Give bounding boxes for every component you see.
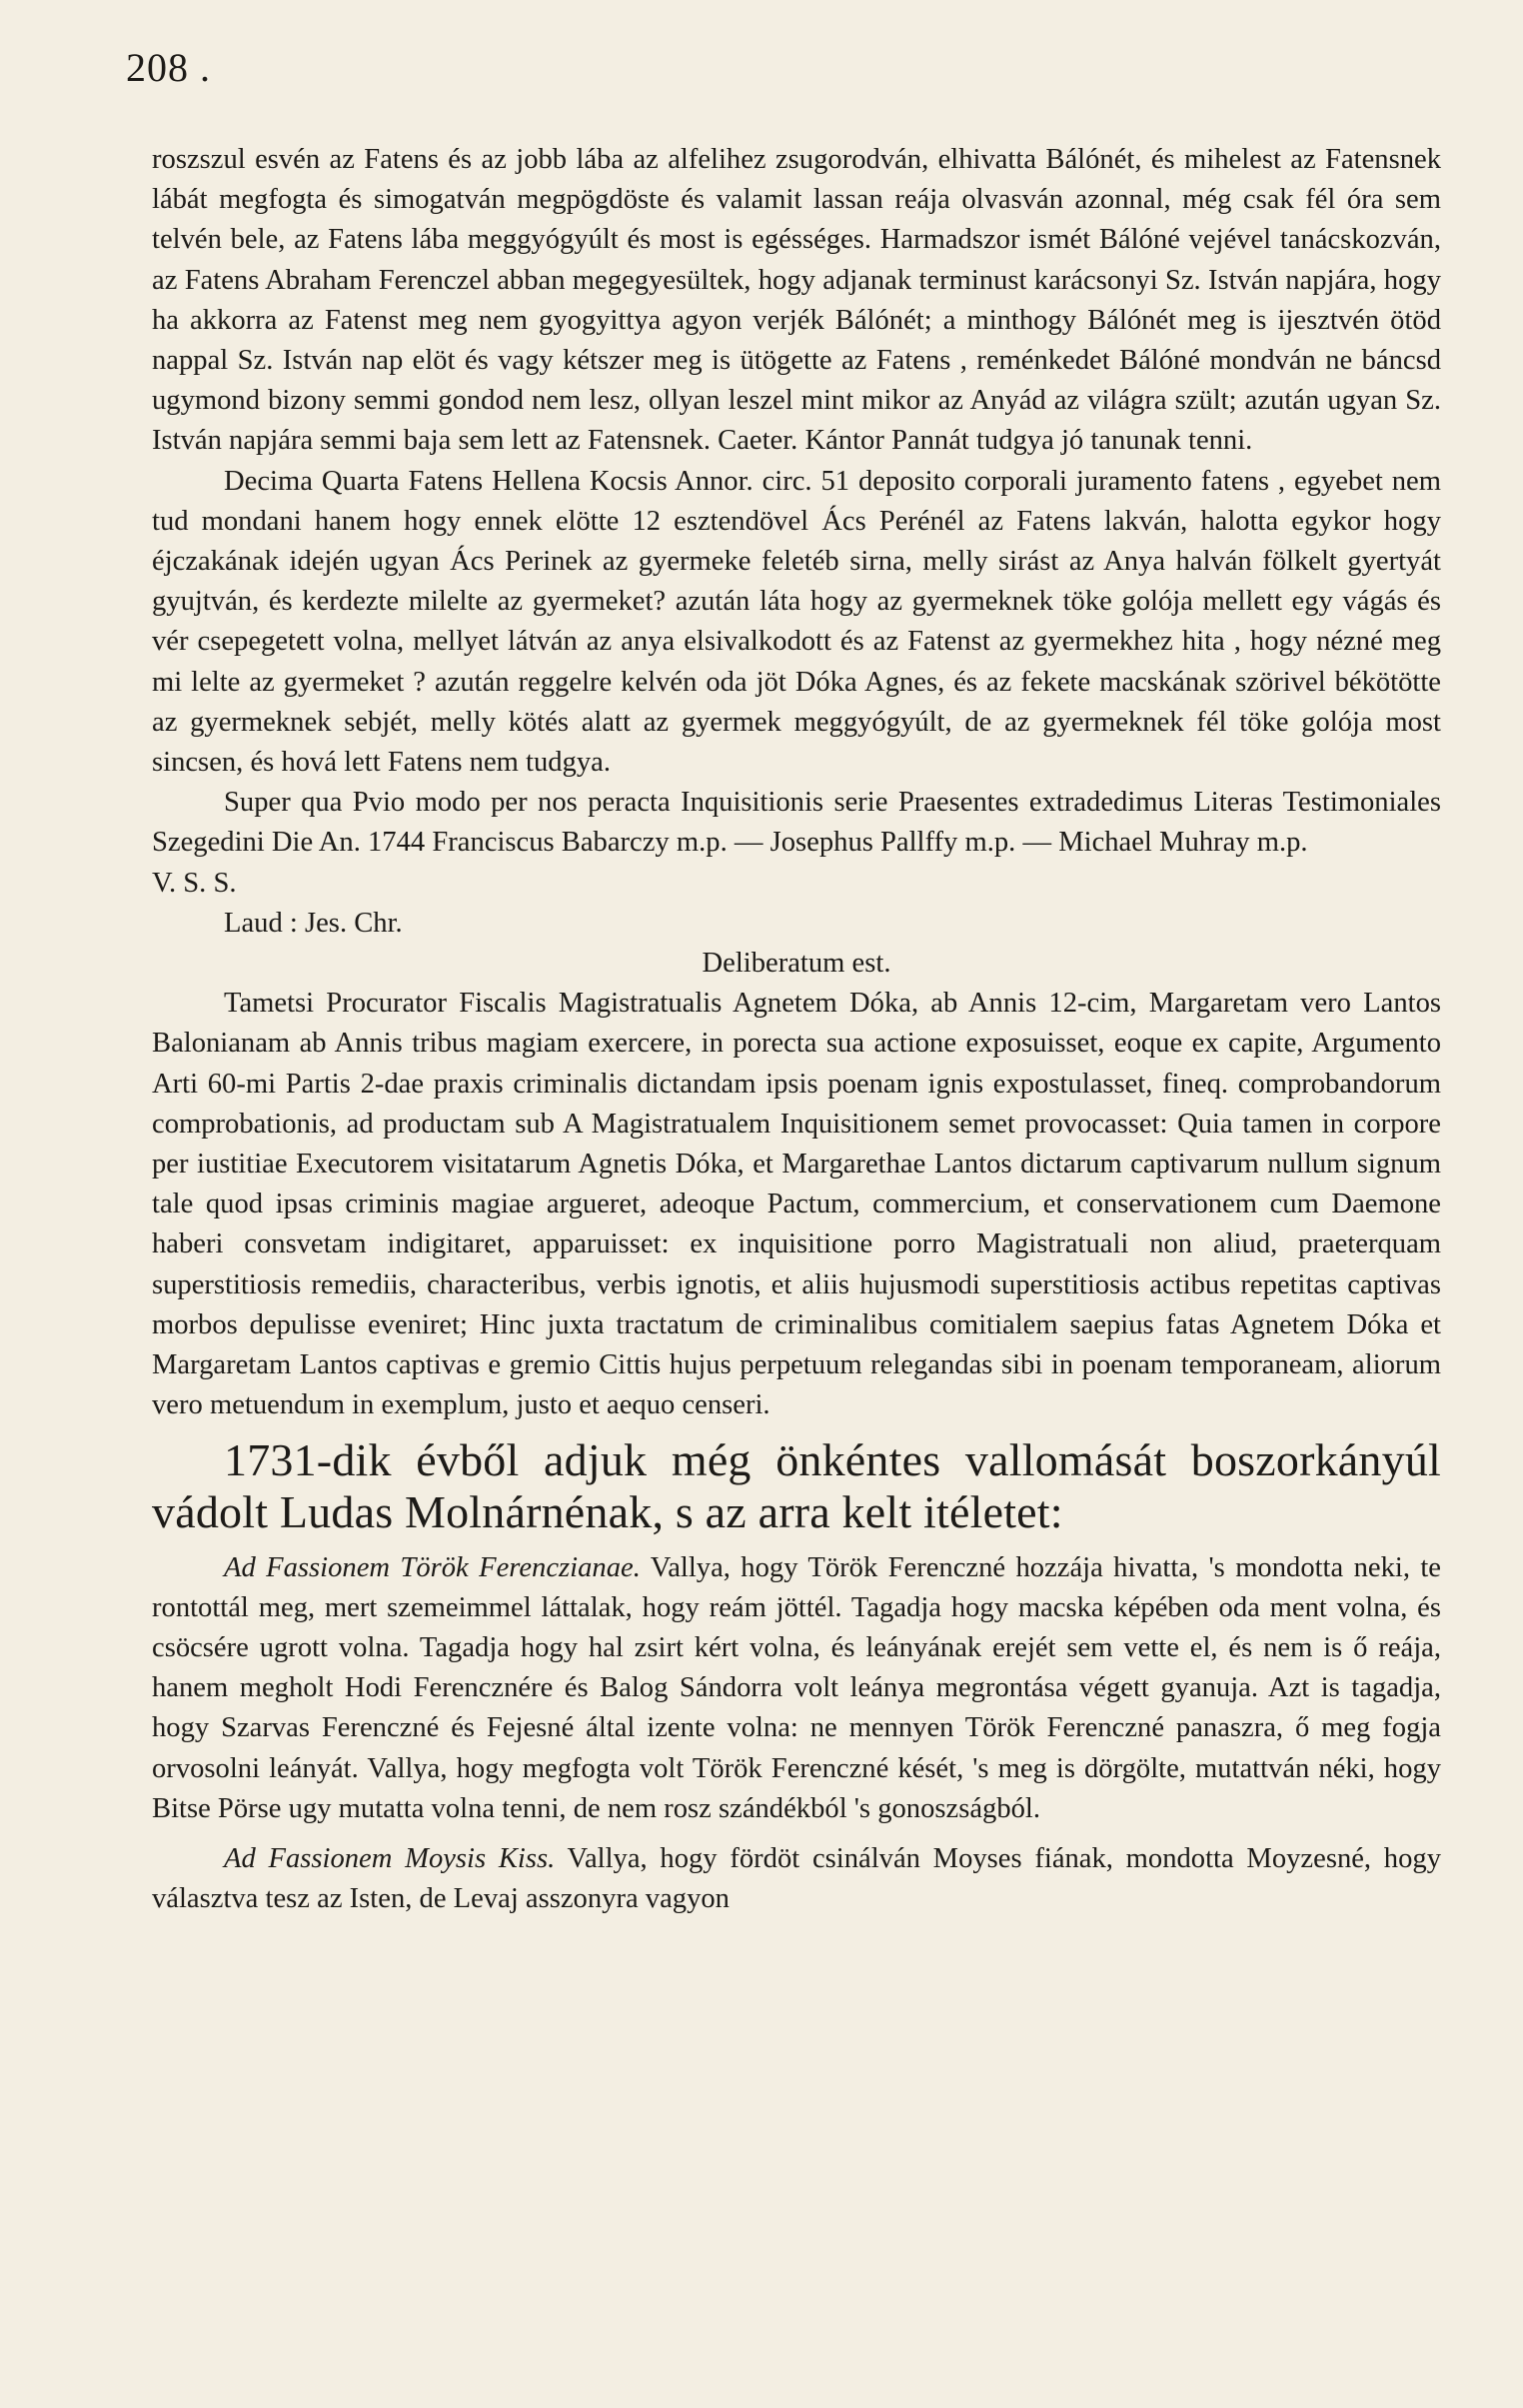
paragraph-continuation: roszszul esvén az Fatens és az jobb lába az alfelihez zsugorodván, elhivatta Bálónét, és mihelest az Fatensnek lábát megfogta és simogatván megpögdöste és valamit lassan reája olvasván azonnal, még csak fél óra sem telvén bele, az Fatens lába meggyógyúlt és most is egésséges. Harmadszor ismét Bálóné vejével tanácskozván, az Fatens Abraham Ferenczel abban megegyesültek, hogy adjanak terminust karácsonyi Sz. István napjára, hogy ha akkorra az Fatenst meg nem gyogyittya agyon verjék Bálónét; a minthogy Bálónét meg is ijesztvén ötöd nappal Sz. István nap elöt és vagy kétszer meg is ütögette az Fatens , reménkedet Bálóné mondván ne báncsd ugymond bizony semmi gondod nem lesz, ollyan leszel mint mikor az Anyád az világra szült; azután ugyan Sz. István napjára semmi baja sem lett az Fatensnek. Caeter. Kántor Pannát tudgya jó tanunak tenni. (152, 144, 1441, 457)
lead-fassion-kiss: Ad Fassionem Moysis Kiss. (224, 1842, 556, 1874)
paragraph-fassion-torok (152, 1548, 1441, 1829)
paragraph-fassion-kiss (152, 1839, 1441, 1919)
signature-vss: V. S. S. (152, 867, 237, 899)
paragraph-testimonial: Super qua Pvio modo per nos peracta Inquisitionis serie Praesentes extradedimus Literas Testimoniales Szegedini Die An. 1744 Franciscus Babarczy m.p. — Josephus Pallffy m.p. — Michael Muhray m.p. (152, 787, 1441, 859)
text-fassion-kiss: Vallya, hogy fördöt csinálván Moyses fiának, mondotta Moyzesné, hogy választva tesz az Isten, de Levaj asszonyra vagyon (152, 1842, 1441, 1915)
section-heading: 1731-dik évből adjuk még önkéntes vallomását boszorkányúl vádolt Ludas Molnárnénak, s az arra kelt itéletet: (152, 1433, 1441, 1537)
lead-fassion-torok: Ad Fassionem Török Ferenczianae. (224, 1551, 641, 1583)
signature-laud: Laud : Jes. Chr. (224, 907, 403, 939)
paragraph-verdict: Tametsi Procurator Fiscalis Magistratualis Agnetem Dóka, ab Annis 12-cim, Margaretam vero Lantos Balonianam ab Annis tribus magiam exercere, in porecta sua actione exposuisset, eoque ex capite, Argumento Arti 60-mi Partis 2-dae praxis criminalis dictandam ipsis poenam ignis expostulasset, fineq. comprobandorum comprobationis, ad productam sub A Magistratualem Inquisitionem semet provocasset: Quia tamen in corpore per iustitiae Executorem visitatarum Agnetis Dóka, et Margarethae Lantos dictarum captivarum nullum signum tale quod ipsas criminis magiae argueret, adeoque Pactum, commercium, et conservationem cum Daemone haberi consvetam indigitaret, apparuisset: ex inquisitione porro Magistratuali non aliud, praeterquam superstitiosis remediis, characteribus, verbis ignotis, et aliis hujusmodi superstitiosis actibus repetitas captivas morbos depulisse eveniret; Hinc juxta tractatum de criminalibus comitialem saepius fatas Agnetem Dóka et Margaretam Lantos captivas e gremio Cittis hujus perpetuum relegandas sibi in poenam temporaneam, aliorum vero metuendum in exemplum, justo et aequo censeri. (152, 988, 1441, 1421)
text-fassion-torok: Vallya, hogy Török Ferenczné hozzája hivatta, 's mondotta neki, te rontottál meg, mert szemeimmel láttalak, hogy reám jöttél. Tagadja hogy macska képében oda ment volna, és csöcsére ugrott volna. Tagadja hogy hal zsirt kért volna, és leányának erejét sem vette el, és nem is ő reája, hanem megholt Hodi Ferencznére és Balog Sándorra volt leánya megrontása végett gyanuja. Azt is tagadja, hogy Szarvas Ferenczné és Fejesné által izente volna: ne mennyen Török Ferenczné panaszra, ő meg fogja orvosolni leányát. Vallya, hogy megfogta volt Török Ferenczné kését, 's meg is dörgölte, mutattván néki, hogy Bitse Pörse ugy mutatta volna tenni, de nem rosz szándékból 's gonoszságból. (152, 1551, 1441, 1824)
deliberatum-heading: Deliberatum est. (702, 948, 891, 980)
page-number: 208 . (126, 45, 211, 90)
text-column (152, 140, 1441, 1919)
paragraph-witness-14: Decima Quarta Fatens Hellena Kocsis Annor. circ. 51 deposito corporali juramento fatens , egyebet nem tud mondani hanem hogy ennek elötte 12 esztendövel Ács Perénél az Fatens lakván, halotta egykor hogy éjczakának idején ugyan Ács Perinek az gyermeke feletéb sirna, melly sirást az Anya halván fölkelt gyertyát gyujtván, és kerdezte milelte az gyermeket? azután láta hogy az gyermeknek töke golója mellett egy vágás és vér csepegetett volna, mellyet látván az anya elsivalkodott és az Fatenst az gyermekhez hita , hogy nézné meg mi lelte az gyermeket ? azután reggelre kelvén oda jöt Dóka Agnes, és az fekete macskának szörivel békötötte az gyermeknek sebjét, melly kötés alatt az gyermek meggyógyúlt, de az gyermeknek fél töke golója most sincsen, és hová lett Fatens nem tudgya. (152, 465, 1441, 779)
